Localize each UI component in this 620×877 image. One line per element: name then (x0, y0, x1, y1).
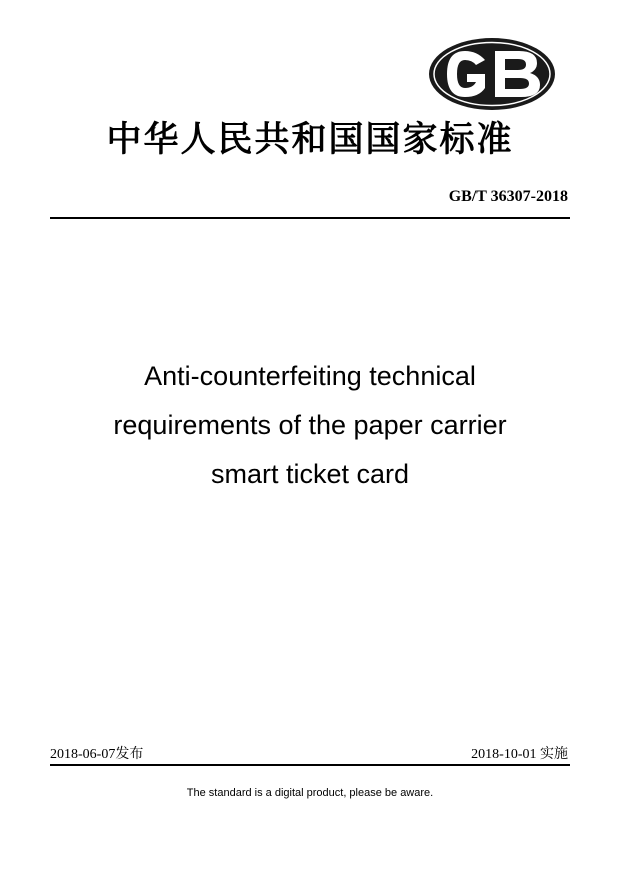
document-title-line-2: requirements of the paper carrier (113, 410, 507, 440)
standard-number: GB/T 36307-2018 (448, 188, 568, 205)
country-standard-title: 中华人民共和国国家标准 (106, 120, 514, 160)
issue-date-block (50, 743, 143, 763)
document-title-line-3: smart ticket card (210, 459, 410, 489)
document-title (0, 352, 620, 499)
effective-label: 实施 (540, 746, 568, 762)
issue-date: 2018-06-07 (50, 747, 116, 762)
effective-date-block (471, 743, 568, 763)
footer-divider (50, 764, 570, 766)
issue-label: 发布 (115, 746, 144, 762)
digital-product-note: The standard is a digital product, please be aware. (186, 787, 434, 799)
effective-date: 2018-10-01 (471, 747, 537, 762)
gb-logo (427, 36, 557, 112)
header-divider (50, 217, 570, 219)
document-title-line-1: Anti-counterfeiting technical (144, 361, 476, 391)
